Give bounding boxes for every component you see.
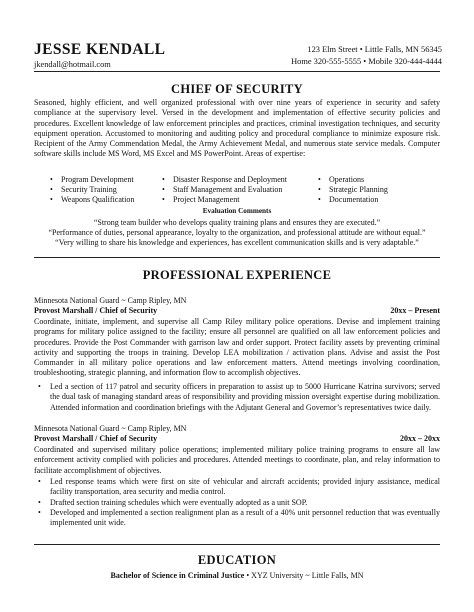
expertise-item: • Staff Management and Evaluation: [162, 185, 318, 195]
evaluation-quote: “Very willing to share his knowledge and experiences, has excellent communication skills and is very adaptable.”: [55, 238, 419, 247]
evaluation-quote: “Strong team builder who develops quality training plans and ensures they are executed.”: [93, 218, 381, 227]
employer-line: Minnesota National Guard ~ Camp Ripley, MN: [34, 296, 187, 305]
section-divider: [34, 544, 440, 545]
position-description: Coordinate, initiate, implement, and supervise all Camp Riley military police operations. Devise and implement training programs for military police assigned to the facility; ensure all personnel are qualified on all law enforcement policies and procedures. Provide the Post Commander with garrison law and order support. Protect facility assets by preventing criminal activity and supporting the troops in training. Develop LEA mobilization / activation plans. Advise and assist the Post Commander in all military police operations and law enforcement matters. Attend meetings involving coordination, troubleshooting, strategic planning, and information flow to accomplish objectives.: [34, 317, 440, 378]
education-line: [0, 571, 474, 580]
phone-numbers: Home 320-555-5555 • Mobile 320-444-4444: [291, 56, 442, 66]
expertise-item: • Project Management: [162, 195, 318, 205]
position-line: [34, 306, 440, 315]
achievement-list: [34, 382, 440, 413]
evaluation-quote: “Performance of duties, personal appearance, loyalty to the organization, and professional attitude are without equal.”: [48, 228, 426, 237]
contact-block: [291, 44, 442, 67]
experience-heading: PROFESSIONAL EXPERIENCE: [142, 268, 332, 282]
position-title: Provost Marshall / Chief of Security: [34, 306, 158, 315]
expertise-column-3: [318, 175, 428, 205]
education-heading: EDUCATION: [197, 553, 277, 567]
job-title-heading: CHIEF OF SECURITY: [171, 82, 303, 96]
position-description: Coordinated and supervised military police operations; implemented military police training programs to ensure all law enforcement activity complied with policies and procedures. Attended meetings to coordinate, plan, and relay information to facilitate accomplishment of objectives.: [34, 445, 440, 475]
position-dates: 20xx – 20xx: [400, 434, 440, 443]
expertise-item: • Weapons Qualification: [50, 195, 162, 205]
expertise-item: • Documentation: [318, 195, 428, 205]
school-name: • XYZ University ~ Little Falls, MN: [244, 571, 364, 580]
degree-name: Bachelor of Science in Criminal Justice: [110, 571, 245, 580]
professional-summary: Seasoned, highly efficient, and well organized professional with over nine years of experience in security and safety compliance at the supervisory level. Versed in the development and implementation of effective security policies and procedures. Excellent knowledge of law enforcement principles and practices, criminal investigation techniques, and security equipment operation. Accustomed to monitoring and auditing policy and procedural compliance to minimize exposure risk. Recipient of the Army Commendation Medal, the Army Achievement Medal, and numerous state service medals. Computer software skills include MS Word, MS Excel and MS PowerPoint. Areas of expertise:: [34, 98, 440, 159]
position-dates: 20xx – Present: [390, 306, 440, 315]
evaluation-heading: Evaluation Comments: [202, 207, 272, 215]
achievement-item: • Drafted section training schedules which were eventually adopted as a unit SOP.: [34, 498, 440, 508]
expertise-column-2: [162, 175, 318, 205]
section-divider: [34, 257, 440, 258]
achievement-item: • Led response teams which were first on site of vehicular and aircraft accidents; provided injury assistance, medical facility transportation, area security and media control.: [34, 477, 440, 498]
expertise-list: [50, 175, 440, 205]
expertise-item: • Strategic Planning: [318, 185, 428, 195]
expertise-item: • Operations: [318, 175, 428, 185]
position-line: [34, 434, 440, 443]
email-address: jkendall@hotmail.com: [34, 60, 111, 69]
position-title: Provost Marshall / Chief of Security: [34, 434, 158, 443]
achievement-list: [34, 477, 440, 528]
street-address: 123 Elm Street • Little Falls, MN 56345: [307, 45, 442, 54]
achievement-item: • Developed and implemented a section realignment plan as a result of a 40% unit personnel reduction that was eventually implemented unit wide.: [34, 508, 440, 529]
expertise-item: • Disaster Response and Deployment: [162, 175, 318, 185]
expertise-item: • Security Training: [50, 185, 162, 195]
achievement-item: • Led a section of 117 patrol and security officers in preparation to assist up to 5000 Hurricane Katrina survivors; served the dual task of managing standard areas of responsibility and providing mission oversight expertise during mobilization. Attended information and coordination briefings with the Adjutant General and Governor’s representatives twice daily.: [34, 382, 440, 413]
applicant-name: JESSE KENDALL: [34, 41, 166, 58]
evaluation-quotes: [34, 218, 440, 248]
expertise-item: • Program Development: [50, 175, 162, 185]
employer-line: Minnesota National Guard ~ Camp Ripley, MN: [34, 424, 187, 433]
header-divider: [34, 71, 440, 72]
expertise-column-1: [50, 175, 162, 205]
